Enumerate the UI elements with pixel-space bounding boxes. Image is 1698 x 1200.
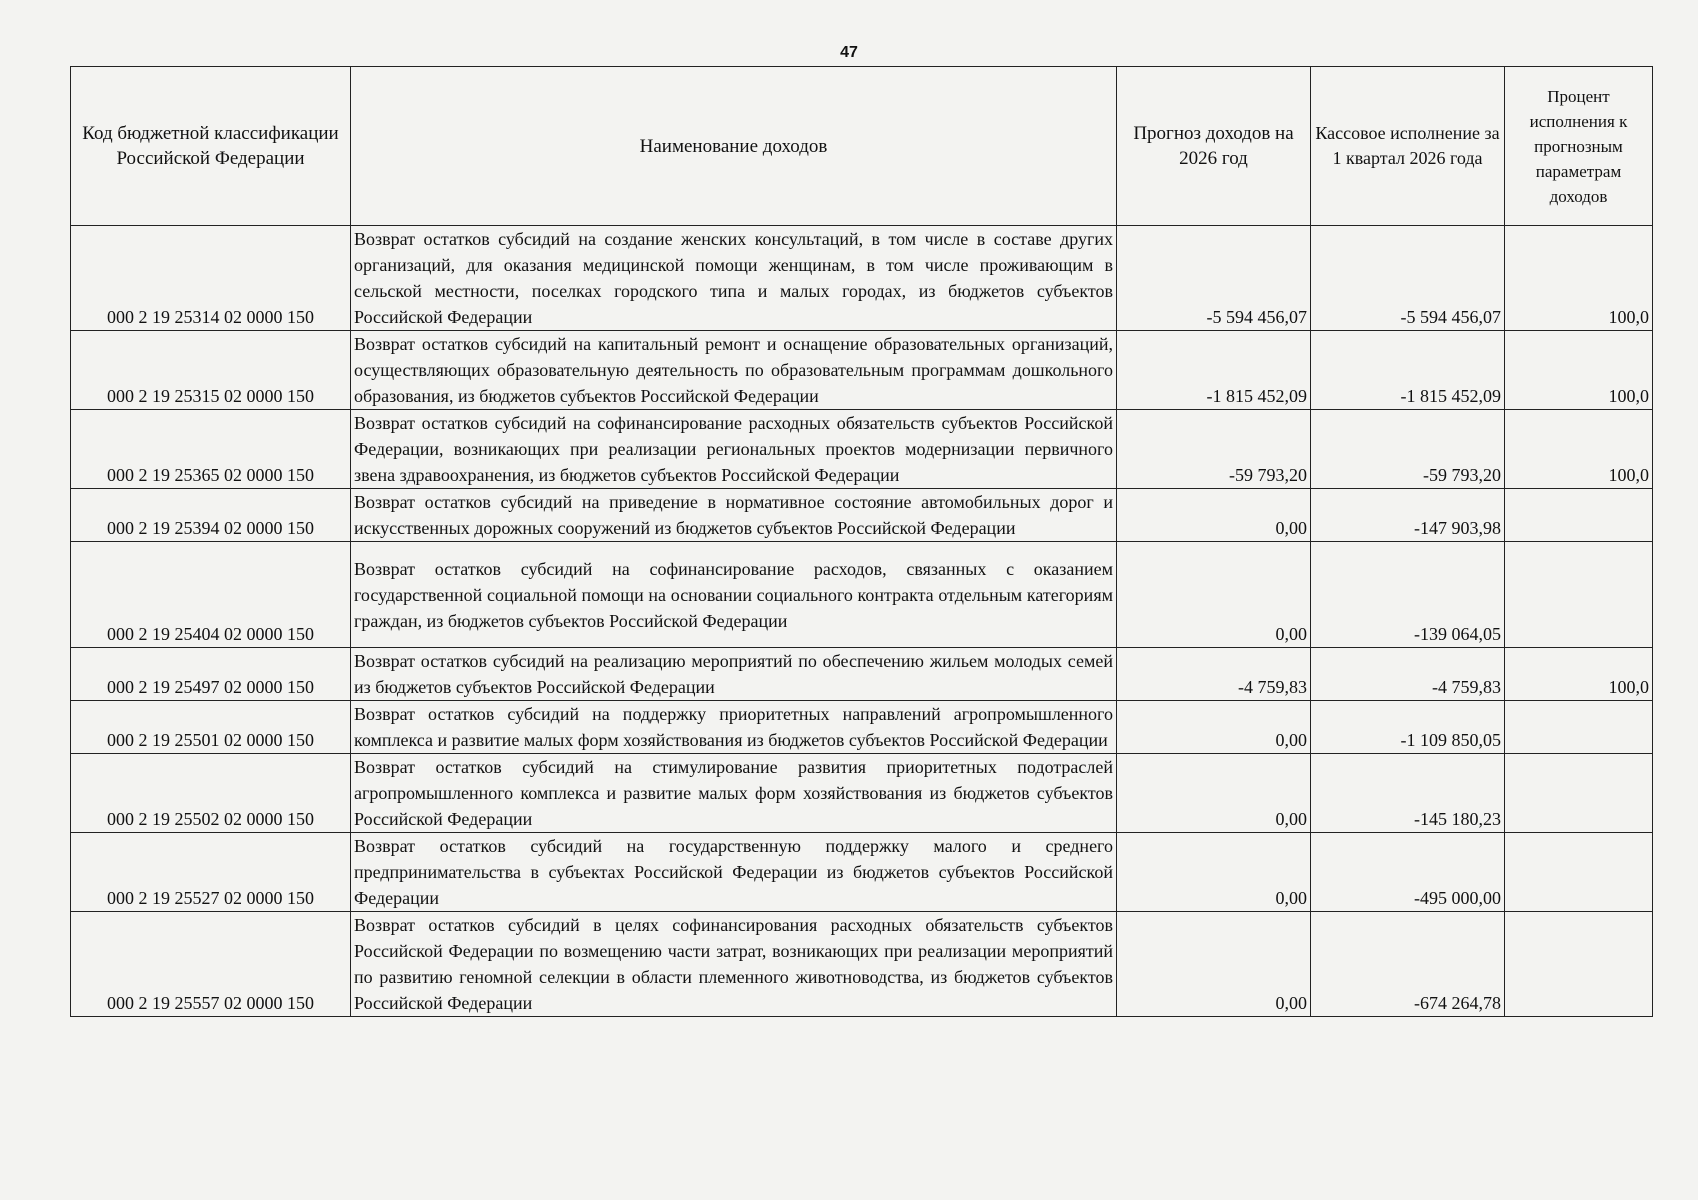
table-row <box>71 331 1653 410</box>
row-code: 000 2 19 25314 02 0000 150 <box>71 226 351 331</box>
page-number: 47 <box>840 44 858 61</box>
row-percent: 100,0 <box>1505 410 1653 489</box>
table-row <box>71 912 1653 1017</box>
row-name: Возврат остатков субсидий на реализацию мероприятий по обеспечению жильем молодых семей из бюджетов субъектов Российской Федерации <box>351 648 1117 701</box>
table-row <box>71 410 1653 489</box>
row-percent <box>1505 542 1653 648</box>
header-execution: Кассовое исполнение за 1 квартал 2026 года <box>1311 67 1505 226</box>
row-forecast: -4 759,83 <box>1117 648 1311 701</box>
table-header <box>71 67 1653 226</box>
row-code: 000 2 19 25501 02 0000 150 <box>71 701 351 754</box>
table-row <box>71 489 1653 542</box>
row-execution: -674 264,78 <box>1311 912 1505 1017</box>
row-percent <box>1505 912 1653 1017</box>
row-forecast: 0,00 <box>1117 542 1311 648</box>
row-code: 000 2 19 25315 02 0000 150 <box>71 331 351 410</box>
row-code: 000 2 19 25557 02 0000 150 <box>71 912 351 1017</box>
row-percent <box>1505 754 1653 833</box>
row-name: Возврат остатков субсидий на софинансирование расходов, связанных с оказанием государственной социальной помощи на основании социального контракта отдельным категориям граждан, из бюджетов субъектов Российской Федерации <box>351 542 1117 648</box>
row-forecast: -5 594 456,07 <box>1117 226 1311 331</box>
row-name: Возврат остатков субсидий на поддержку приоритетных направлений агропромышленного комплекса и развитие малых форм хозяйствования из бюджетов субъектов Российской Федерации <box>351 701 1117 754</box>
table-row <box>71 701 1653 754</box>
row-execution: -139 064,05 <box>1311 542 1505 648</box>
row-code: 000 2 19 25502 02 0000 150 <box>71 754 351 833</box>
header-name: Наименование доходов <box>351 67 1117 226</box>
row-forecast: -1 815 452,09 <box>1117 331 1311 410</box>
row-execution: -495 000,00 <box>1311 833 1505 912</box>
row-code: 000 2 19 25365 02 0000 150 <box>71 410 351 489</box>
row-percent: 100,0 <box>1505 648 1653 701</box>
row-execution: -59 793,20 <box>1311 410 1505 489</box>
row-name: Возврат остатков субсидий на создание женских консультаций, в том числе в составе других организаций, для оказания медицинской помощи женщинам, в том числе проживающим в сельской местности, поселках городского типа и малых городах, из бюджетов субъектов Российской Федерации <box>351 226 1117 331</box>
row-execution: -1 815 452,09 <box>1311 331 1505 410</box>
header-percent: Процент исполнения к прогнозным параметрам доходов <box>1505 67 1653 226</box>
row-forecast: 0,00 <box>1117 833 1311 912</box>
row-execution: -147 903,98 <box>1311 489 1505 542</box>
row-percent: 100,0 <box>1505 226 1653 331</box>
row-execution: -1 109 850,05 <box>1311 701 1505 754</box>
row-code: 000 2 19 25394 02 0000 150 <box>71 489 351 542</box>
row-name: Возврат остатков субсидий на приведение в нормативное состояние автомобильных дорог и искусственных дорожных сооружений из бюджетов субъектов Российской Федерации <box>351 489 1117 542</box>
row-execution: -5 594 456,07 <box>1311 226 1505 331</box>
table-row <box>71 754 1653 833</box>
row-percent <box>1505 833 1653 912</box>
header-row <box>71 67 1653 226</box>
header-forecast: Прогноз доходов на 2026 год <box>1117 67 1311 226</box>
row-forecast: 0,00 <box>1117 912 1311 1017</box>
row-execution: -4 759,83 <box>1311 648 1505 701</box>
row-forecast: -59 793,20 <box>1117 410 1311 489</box>
row-percent: 100,0 <box>1505 331 1653 410</box>
table-row <box>71 833 1653 912</box>
row-forecast: 0,00 <box>1117 754 1311 833</box>
row-code: 000 2 19 25497 02 0000 150 <box>71 648 351 701</box>
table-row <box>71 648 1653 701</box>
row-execution: -145 180,23 <box>1311 754 1505 833</box>
row-name: Возврат остатков субсидий на капитальный ремонт и оснащение образовательных организаций, осуществляющих образовательную деятельность по образовательным программам дошкольного образования, из бюджетов субъектов Российской Федерации <box>351 331 1117 410</box>
row-name: Возврат остатков субсидий на государственную поддержку малого и среднего предпринимательства в субъектах Российской Федерации из бюджетов субъектов Российской Федерации <box>351 833 1117 912</box>
row-forecast: 0,00 <box>1117 489 1311 542</box>
row-name: Возврат остатков субсидий на стимулирование развития приоритетных подотраслей агропромышленного комплекса и развитие малых форм хозяйствования из бюджетов субъектов Российской Федерации <box>351 754 1117 833</box>
row-forecast: 0,00 <box>1117 701 1311 754</box>
table-row <box>71 542 1653 648</box>
row-name: Возврат остатков субсидий на софинансирование расходных обязательств субъектов Российской Федерации, возникающих при реализации региональных проектов модернизации первичного звена здравоохранения, из бюджетов субъектов Российской Федерации <box>351 410 1117 489</box>
row-code: 000 2 19 25404 02 0000 150 <box>71 542 351 648</box>
row-code: 000 2 19 25527 02 0000 150 <box>71 833 351 912</box>
table-row <box>71 226 1653 331</box>
row-percent <box>1505 701 1653 754</box>
table-body <box>71 226 1653 1017</box>
header-code: Код бюджетной классификации Российской Федерации <box>71 67 351 226</box>
row-name: Возврат остатков субсидий в целях софинансирования расходных обязательств субъектов Российской Федерации по возмещению части затрат, возникающих при реализации мероприятий по развитию геномной селекции в области племенного животноводства, из бюджетов субъектов Российской Федерации <box>351 912 1117 1017</box>
row-percent <box>1505 489 1653 542</box>
income-table <box>70 66 1653 1017</box>
